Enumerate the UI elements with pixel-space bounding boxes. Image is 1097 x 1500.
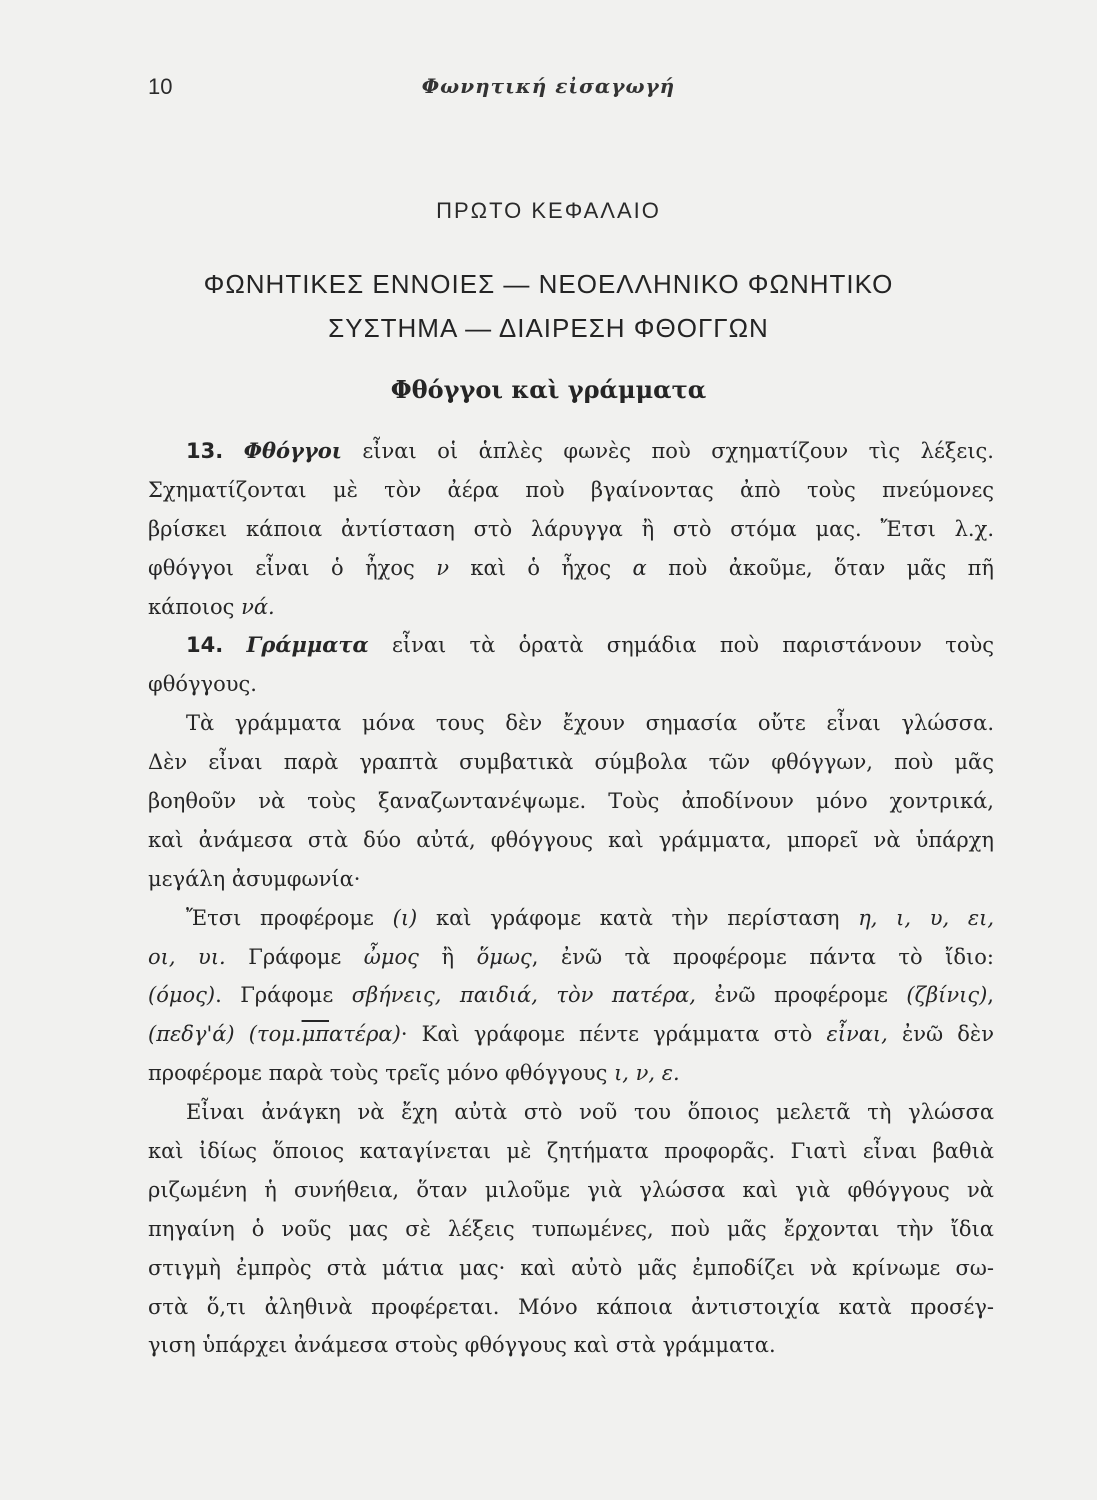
text-segment: . Γράφομε [215, 983, 334, 1008]
text-line: βρίσκει κάποια ἀντίσταση στὸ λάρυγγα ἢ στὸ στόμα μας. Ἔτσι λ.χ. [148, 516, 994, 541]
body-text [148, 432, 994, 1365]
example-letter: α [632, 555, 647, 580]
chapter-title-line-1: ΦΩΝΗΤΙΚΕΣ ΕΝΝΟΙΕΣ — ΝΕΟΕΛΛΗΝΙΚΟ ΦΩΝΗΤΙΚΟ [203, 269, 894, 299]
text-line: Τὰ γράμματα μόνα τους δὲν ἔχουν σημασία οὔτε εἶναι γλώσσα. [186, 711, 994, 736]
text-line [148, 588, 994, 627]
text-line [148, 1054, 994, 1093]
phonetic-transcription [249, 1022, 401, 1046]
text-segment: καὶ ὁ ἦχος [470, 555, 612, 580]
text-line: φθόγγους. [148, 672, 257, 697]
example-letters: οι, υι. [148, 944, 226, 969]
example-letters: ι, ν, ε. [614, 1061, 680, 1086]
text-line: καὶ ἀνάμεσα στὰ δύο αὐτά, φθόγγους καὶ γράμματα, μπορεῖ νὰ ὑπάρχη [148, 827, 994, 852]
example-letter: ν [436, 555, 449, 580]
text-segment: εἶναι τὰ ὁρατὰ σημάδια ποὺ παριστάνουν τοὺς [391, 633, 994, 658]
text-line [148, 549, 994, 588]
text-segment: ἐνῶ δὲν [901, 1022, 994, 1047]
text-segment: εἶναι οἱ ἁπλὲς φωνὲς ποὺ σχηματίζουν τὶς λέξεις. [362, 439, 994, 463]
transcription-part: ατέρα) [329, 1022, 401, 1047]
text-segment: ἐνῶ προφέρομε [714, 983, 888, 1008]
example-word: εἶναι, [826, 1022, 888, 1047]
text-segment: , ἐνῶ τὰ προφέρομε πάντα τὸ ἴδιο: [531, 944, 994, 969]
text-segment: Ἔτσι προφέρομε [186, 905, 374, 930]
text-line: ριζωμένη ἡ συνήθεια, ὅταν μιλοῦμε γιὰ γλώσσα καὶ γιὰ φθόγγους νὰ [148, 1177, 994, 1202]
text-segment: καὶ γράφομε κατὰ τὴν περίσταση [435, 905, 840, 930]
text-line: μεγάλη ἀσυμφωνία· [148, 866, 361, 891]
text-line: στὰ ὅ,τι ἀληθινὰ προφέρεται. Μόνο κάποια ἀντιστοιχία κατὰ προσέγ- [148, 1294, 994, 1319]
transcription-overline: $\overline{\mu\pi}$ [301, 1022, 330, 1047]
text-segment: προφέρομε παρὰ τοὺς τρεῖς μόνο φθόγγους [148, 1061, 608, 1086]
text-line: Δὲν εἶναι παρὰ γραπτὰ συμβατικὰ σύμβολα τῶν φθόγγων, ποὺ μᾶς [148, 750, 994, 775]
paragraph-number: 13. [186, 439, 224, 463]
text-segment: ποὺ ἀκοῦμε, ὅταν μᾶς πῆ [668, 555, 994, 580]
text-line [148, 1015, 994, 1054]
text-line [148, 938, 994, 977]
text-line: γιση ὑπάρχει ἀνάμεσα στοὺς φθόγγους καὶ στὰ γράμματα. [148, 1333, 776, 1358]
section-heading: Φθόγγοι καὶ γράμματα [390, 375, 707, 404]
text-line: Εἶναι ἀνάγκη νὰ ἔχη αὐτὰ στὸ νοῦ του ὅποιος μελετᾶ τὴ γλώσσα [186, 1100, 994, 1125]
example-word: νά. [241, 594, 275, 619]
paragraph-number: 14. [186, 633, 224, 658]
chapter-label: ΠΡΩΤΟ ΚΕΦΑΛΑΙΟ [436, 198, 661, 223]
text-line [148, 899, 994, 938]
text-line: καὶ ἰδίως ὅποιος καταγίνεται μὲ ζητήματα προφορᾶς. Γιατὶ εἶναι βαθιὰ [148, 1139, 994, 1164]
chapter-title [0, 262, 1097, 350]
phonetic-transcription: (πεδγ'ά) [148, 1022, 235, 1047]
transcription-part: (τομ. [248, 1022, 302, 1047]
example-word: ὦμος [363, 944, 419, 969]
text-line: πηγαίνη ὁ νοῦς μας σὲ λέξεις τυπωμένες, ποὺ μᾶς ἔρχονται τὴν ἴδια [148, 1216, 994, 1241]
text-segment: · Καὶ γράφομε πέντε γράμματα στὸ [400, 1022, 813, 1047]
page-number: 10 [148, 74, 173, 99]
text-line [148, 432, 994, 471]
phonetic-transcription: (ι) [392, 905, 418, 930]
text-segment: Γράφομε [248, 944, 342, 969]
text-line: στιγμὴ ἐμπρὸς στὰ μάτια μας· καὶ αὐτὸ μᾶς ἐμποδίζει νὰ κρίνωμε σω- [148, 1255, 994, 1280]
chapter-title-line-2: ΣΥΣΤΗΜΑ — ΔΙΑΙΡΕΣΗ ΦΘΟΓΓΩΝ [328, 313, 769, 343]
text-line: βοηθοῦν νὰ τοὺς ξαναζωντανέψωμε. Τοὺς ἀποδίνουν μόνο χοντρικά, [148, 789, 994, 814]
defined-term: Φθόγγοι [243, 438, 342, 463]
example-words: σβήνεις, παιδιά, τὸν πατέρα, [351, 983, 696, 1008]
text-line [148, 976, 994, 1015]
text-line [148, 626, 994, 665]
example-word: ὅμως [476, 944, 532, 969]
text-segment: κάποιος [148, 594, 235, 619]
text-segment: ἢ [441, 944, 455, 969]
running-head: Φωνητική εἰσαγωγή [421, 74, 676, 98]
example-letters: η, ι, υ, ει, [858, 905, 995, 930]
phonetic-transcription: (ζβίνις) [906, 983, 988, 1008]
text-segment: φθόγγοι εἶναι ὁ ἦχος [148, 555, 415, 580]
phonetic-transcription: (όμος) [148, 983, 216, 1008]
text-segment: , [987, 983, 994, 1008]
text-line: Σχηματίζονται μὲ τὸν ἀέρα ποὺ βγαίνοντας ἀπὸ τοὺς πνεύμονες [148, 477, 994, 502]
defined-term: Γράμματα [246, 632, 369, 658]
